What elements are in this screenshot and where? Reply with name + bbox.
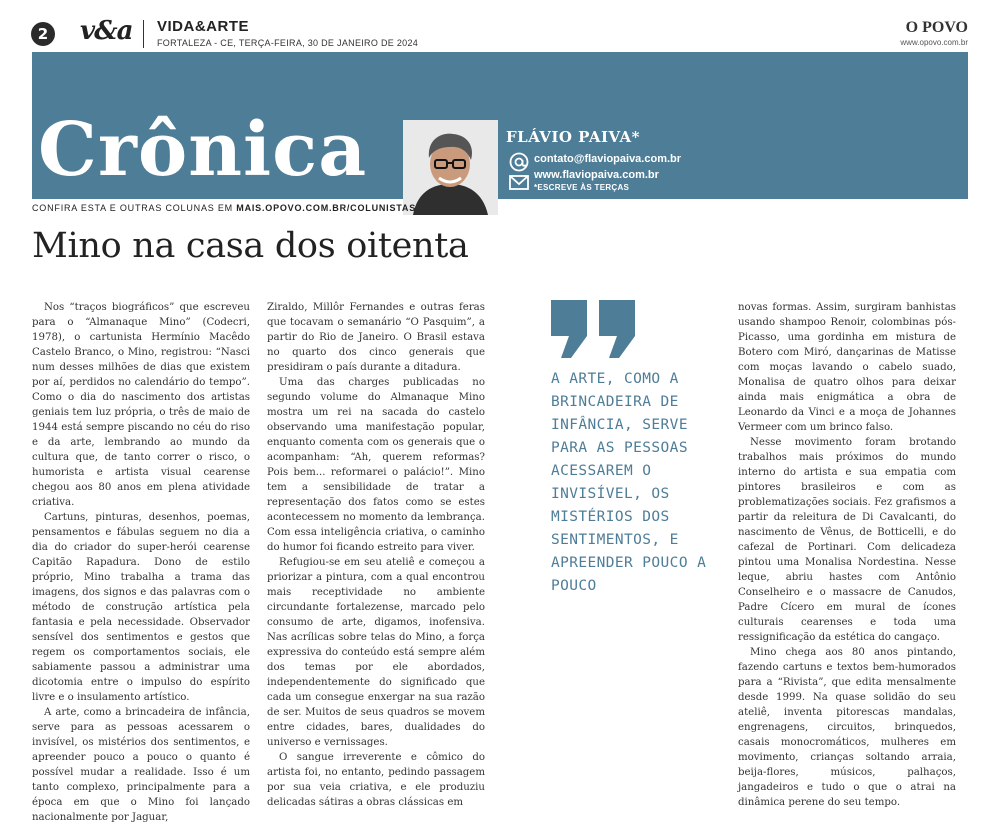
- other-columns-prefix: CONFIRA ESTA E OUTRAS COLUNAS EM: [32, 203, 233, 213]
- page-header: [0, 0, 1000, 52]
- author-site-link[interactable]: www.flaviopaiva.com.br: [534, 169, 659, 181]
- paragraph: Refugiou-se em seu ateliê e começou a priorizar a pintura, com a qual encontrou mais receptividade no ambiente circundante fortalezense, marcado pelo consumo de arte, digamos, inofensiva. Nas acrílicas sobre telas do Mino, a força expressiva do conteúdo está sempre além dos temas por ele abordados, independentemente do significado que cada um consegue enxergar na sua razão de ser. Muitos de seus quadros se movem entre cidades, bares, dualidades do universo e vernissages.: [267, 557, 485, 748]
- paragraph: Mino chega aos 80 anos pintando, fazendo cartuns e textos bem-humorados para a “Rivista”, que edita mensalmente desde 1999. Na quase solidão do seu ateliê, inventa pitorescas mandalas, engrenagens, circuitos, brinquedos, casais monocromáticos, mulheres em movimento, crianças soltando arraia, beija-flores, músicos, palhaços, jangadeiros e tudo o que o atrai na dinâmica perene do seu tempo.: [738, 647, 956, 808]
- other-columns-link[interactable]: MAIS.OPOVO.COM.BR/COLUNISTAS: [236, 203, 417, 213]
- author-email-link[interactable]: contato@flaviopaiva.com.br: [534, 153, 682, 165]
- paragraph: Nos “traços biográficos” que escreveu para o “Almanaque Mino” (Codecri, 1978), o cartunista Hermínio Macêdo Castelo Branco, o Mino, registrou: “Nasci num desses milhões de dias que existem por aí, perdidos no calendário do tempo”. Como o dia do nascimento dos artistas geniais tem luz própria, o três de maio de 1944 está sempre piscando no céu do riso e da arte, lembrando ao mundo da cultura que, de tanto correr o risco, o humorista e artista visual cearense chegou aos 80 anos em plena atividade criativa.: [32, 302, 250, 508]
- quote-marks-icon: [551, 300, 641, 360]
- author-portrait-icon: [403, 120, 498, 215]
- newspaper-url: www.opovo.com.br: [900, 38, 968, 47]
- section-logo: v&a: [80, 16, 133, 46]
- column-banner: [32, 52, 968, 199]
- contact-icons: [508, 152, 530, 196]
- paragraph: A arte, como a brincadeira de infância, serve para as pessoas acessarem o invisível, os mistérios dos sentimentos, e apreender pouco a pouco o quanto é possível mudar a realidade. Isso é um tanto complexo, principalmente para a época em que o Mino foi lançado nacionalmente por Jaguar,: [32, 707, 250, 823]
- paragraph: Nesse movimento foram brotando trabalhos mais próximos do mundo interno do artista e sua empatia com pintores brasileiros e com as problematizações sociais. Fez grafismos a partir da releitura de Di Cavalcanti, do nascimento de Vênus, de Botticelli, e do cafezal de Portinari. Com delicadeza pintou uma Monalisa Nordestina. Nesse leque, abriu hastes com Antônio Conselheiro e o massacre de Canudos, Padre Cícero em mural de ícones culturais cearenses e toda uma ressignificação da estética do cangaço.: [738, 437, 956, 643]
- pull-quote-text: A ARTE, COMO A BRINCADEIRA DE INFÂNCIA, SERVE PARA AS PESSOAS ACESSAREM O INVISÍVEL, OS MISTÉRIOS DOS SENTIMENTOS, E APREENDER POUCO A POUCO: [551, 371, 707, 594]
- column-title: Crônica: [38, 107, 368, 193]
- section-name: VIDA&ARTE: [157, 18, 250, 35]
- paragraph: Uma das charges publicadas no segundo volume do Almanaque Mino mostra um rei na sacada do castelo observando uma manifestação popular, enquanto comenta com os generais que o acompanham: “Ah, querem reformas? Pois bem... reformarei o palácio!”. Mino tem a sensibilidade de tratar a representação dos fatos como se estes acontecessem no momento da lembrança. Com essa inteligência criativa, o caminho do humor foi ficando estreito para viver.: [267, 377, 485, 553]
- dateline: FORTALEZA - CE, TERÇA-FEIRA, 30 DE JANEIRO DE 2024: [157, 38, 419, 48]
- page-number: 2: [31, 22, 55, 46]
- paragraph: O sangue irreverente e cômico do artista foi, no entanto, pedindo passagem por sua veia criativa, e ele produziu delicadas sátiras a obras clássicas em: [267, 752, 485, 808]
- paragraph: Ziraldo, Millôr Fernandes e outras feras que tocavam o semanário “O Pasquim”, a partir do Rio de Janeiro. O Brasil estava no quarto dos cinco generais que presidiram o país durante a ditadura.: [267, 302, 485, 373]
- paragraph: novas formas. Assim, surgiram banhistas usando shampoo Renoir, colombinas pós-Picasso, uma gordinha em mistura de Botero com Miró, dançarinas de Matisse com moças lavando o cabelo suado, Monalisa de quatro olhos para deixar ainda mais enigmática a obra de Leonardo da Vinci e a moça de Johannes Vermeer com um brinco falso.: [738, 302, 956, 433]
- author-name: FLÁVIO PAIVA*: [506, 128, 640, 146]
- newspaper-logo: O POVO: [905, 19, 968, 36]
- article-column-4: [738, 300, 956, 810]
- envelope-icon: [510, 176, 528, 189]
- other-columns-line: [32, 203, 416, 213]
- article-headline: Mino na casa dos oitenta: [32, 226, 469, 266]
- article-column-1: [32, 300, 250, 825]
- author-photo: [400, 117, 495, 212]
- header-divider: [143, 20, 144, 48]
- at-sign-icon: [511, 154, 528, 171]
- article-column-2: [267, 300, 485, 810]
- paragraph: Cartuns, pinturas, desenhos, poemas, pensamentos e fábulas seguem no dia a dia do criador do super-herói cearense Capitão Rapadura. Dono de estilo próprio, Mino trabalha a trama das imagens, dos signos e das palavras com o método de construção artística pela fantasia e pela necessidade. Observador sensível dos sentimentos e gestos que regem os comportamentos sociais, ele sabiamente passou a administrar uma dicotomia entre o impulso do espírito livre e o insulamento artístico.: [32, 512, 250, 703]
- publication-schedule-note: *ESCREVE ÀS TERÇAS: [534, 183, 630, 192]
